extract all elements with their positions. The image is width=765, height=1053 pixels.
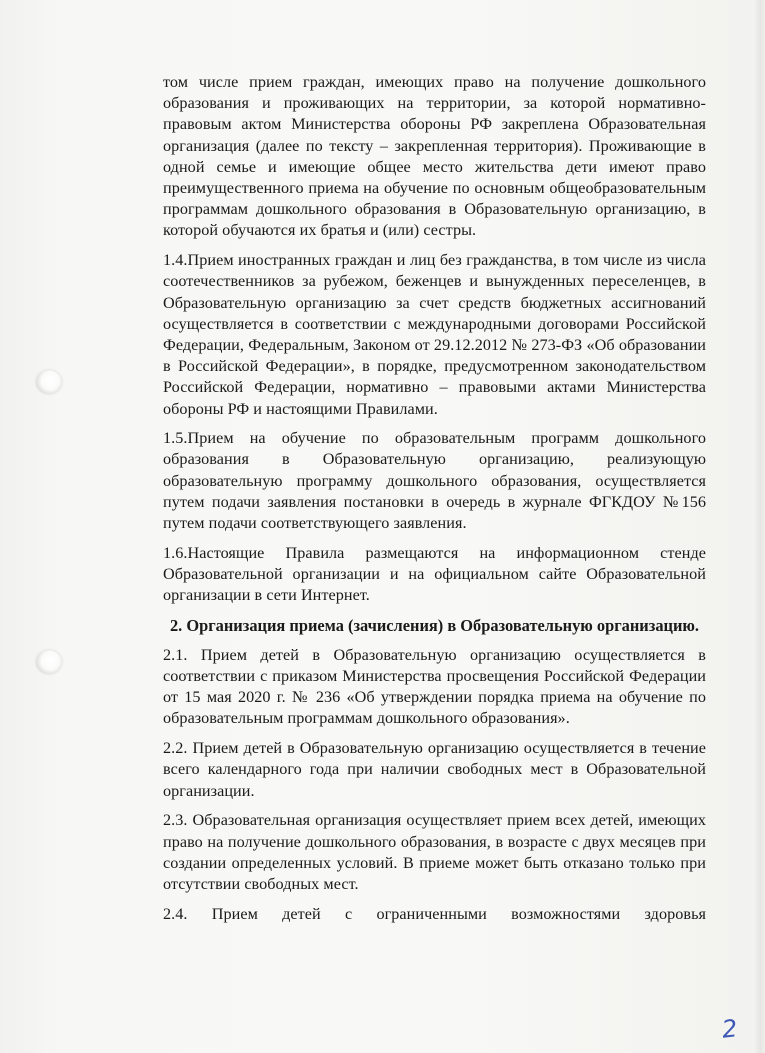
paragraph-1-6: 1.6.Настоящие Правила размещаются на информационном стенде Образовательной организации и на официальном сайте Образовательной организации в сети Интернет. bbox=[163, 543, 706, 605]
paragraph-2-4: 2.4. Прием детей с ограниченными возможностями здоровья bbox=[163, 904, 706, 923]
paragraph-2-2: 2.2. Прием детей в Образовательную организацию осуществляется в течение всего календарного года при наличии свободных мест в Образовательной организации. bbox=[163, 739, 706, 800]
paragraph-1-5: 1.5.Прием на обучение по образовательным программ дошкольного образования в Образовательную организацию, реализующую образовательную программу дошкольного образования, осуществляется путем подачи заявления постановки в очередь в журнале ФГКДОУ №156 путем подачи соответствующего заявления. bbox=[163, 429, 706, 533]
handwritten-page-number: 2 bbox=[720, 1014, 739, 1044]
paragraph-2-3: 2.3. Образовательная организация осуществляет прием всех детей, имеющих право на получение дошкольного образования, в возрасте с двух месяцев при создании определенных условий. В приеме может быть отказано только при отсутствии свободных мест. bbox=[163, 811, 706, 893]
punch-hole-top bbox=[36, 370, 62, 394]
page-edge bbox=[753, 0, 765, 1053]
paragraph-1-4: 1.4.Прием иностранных граждан и лиц без гражданства, в том числе из числа соотечественников за рубежом, беженцев и вынужденных переселенцев, в Образовательную организацию за счет средств бюджетных ассигнований осуществляется в соответствии с международными договорами Российской Федерации, Федеральным, Законом от 29.12.2012 № 273-ФЗ «Об образовании в Российской Федерации», в порядке, предусмотренном законодательством Российской Федерации, нормативно – правовыми актами Министерства обороны РФ и настоящими Правилами. bbox=[163, 251, 706, 418]
section-heading: 2. Организация приема (зачисления) в Образовательную организацию. bbox=[169, 615, 700, 635]
punch-hole-bottom bbox=[36, 650, 62, 674]
document-body bbox=[163, 72, 706, 933]
paragraph-2-1: 2.1. Прием детей в Образовательную организацию осуществляется в соответствии с приказом Министерства просвещения Российской Федерации от 15 мая 2020 г. № 236 «Об утверждении порядка приема на обучение по образовательным программам дошкольного образования». bbox=[163, 645, 706, 728]
paragraph-1-3-continuation: том числе прием граждан, имеющих право на получение дошкольного образования и проживающих на территории, за которой нормативно-правовым актом Министерства обороны РФ закреплена Образовательная организация (далее по тексту – закрепленная территория). Проживающие в одной семье и имеющие общее место жительства дети имеют право преимущественного приема на обучение по основным общеобразовательным программам дошкольного образования в Образовательную организацию, в которой обучаются их братья и (или) сестры. bbox=[163, 73, 706, 240]
